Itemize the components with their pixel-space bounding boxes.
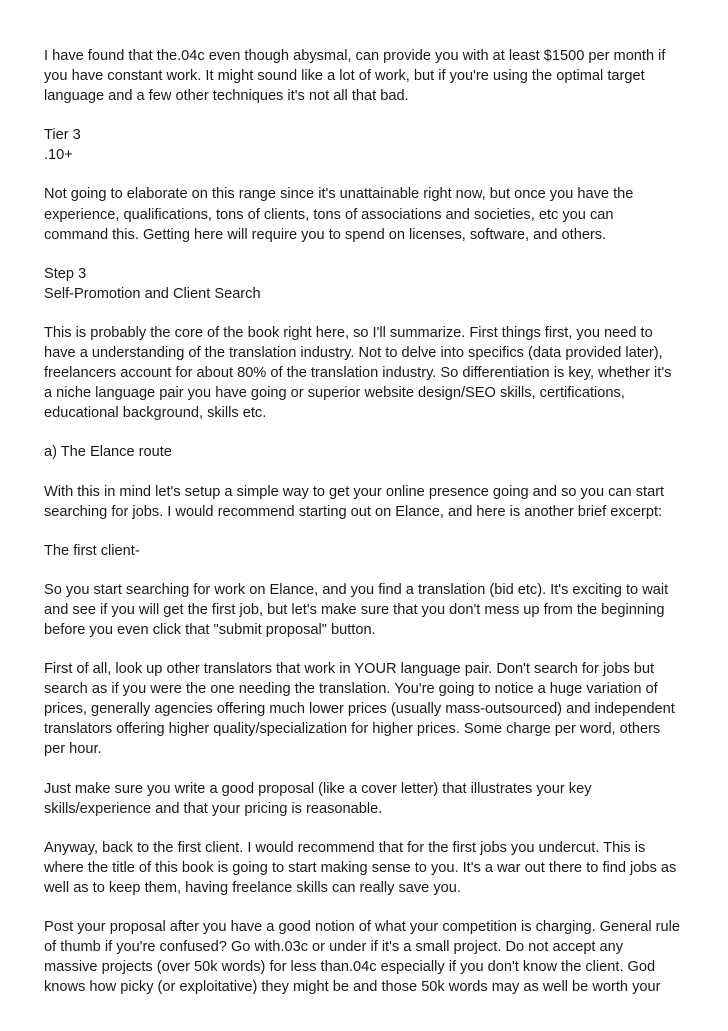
paragraph-elance-route-heading: a) The Elance route	[44, 444, 172, 461]
document-page	[44, 46, 694, 1016]
paragraph-first-client-heading: The first client-	[44, 542, 140, 559]
paragraph-earnings-note: I have found that the.04c even though abysmal, can provide you with at least $1500 per month if you have constant work. It might sound like a lot of work, but if you're using the optimal target language and a few other techniques it's not all that bad.	[44, 48, 666, 105]
paragraph-tier-3-heading: Tier 3 .10+	[44, 127, 81, 164]
paragraph-industry-summary: This is probably the core of the book right here, so I'll summarize. First things first, you need to have a understanding of the translation industry. Not to delve into specifics (data provided later), freelancers account for about 80% of the translation industry. So differentiation is key, whether it's a niche language pair you have going or superior website design/SEO skills, certifications, educational background, skills etc.	[44, 324, 672, 422]
paragraph-searching-work: So you start searching for work on Elance, and you find a translation (bid etc). It's exciting to wait and see if you will get the first job, but let's make sure that you don't mess up from the beginning before you even click that "submit proposal" button.	[44, 581, 669, 638]
paragraph-step-3-heading: Step 3 Self-Promotion and Client Search	[44, 265, 261, 302]
paragraph-pricing-rule: Post your proposal after you have a good notion of what your competition is charging. General rule of thumb if you're confused? Go with.03c or under if it's a small project. Do not accept any massive projects (over 50k words) for less than.04c especially if you don't know the client. God knows how picky (or exploitative) they might be and those 50k words may as well be worth your	[44, 919, 681, 996]
paragraph-undercut-advice: Anyway, back to the first client. I would recommend that for the first jobs you undercut. This is where the title of this book is going to start making sense to you. It's a war out there to find jobs as well as to keep them, having freelance skills can really save you.	[44, 839, 677, 896]
paragraph-tier-3-description: Not going to elaborate on this range since it's unattainable right now, but once you have the experience, qualifications, tons of clients, tons of associations and societies, etc you can command this. Getting here will require you to spend on licenses, software, and others.	[44, 186, 634, 243]
paragraph-online-presence: With this in mind let's setup a simple way to get your online presence going and so you can start searching for jobs. I would recommend starting out on Elance, and here is another brief excerpt:	[44, 483, 665, 520]
paragraph-proposal-advice: Just make sure you write a good proposal (like a cover letter) that illustrates your key skills/experience and that your pricing is reasonable.	[44, 780, 592, 817]
paragraph-competitor-research: First of all, look up other translators that work in YOUR language pair. Don't search for jobs but search as if you were the one needing the translation. You're going to notice a huge variation of prices, generally agencies offering much lower prices (usually mass-outsourced) and independent translators offering higher quality/specialization for higher prices. Some charge per word, others per hour.	[44, 661, 675, 758]
